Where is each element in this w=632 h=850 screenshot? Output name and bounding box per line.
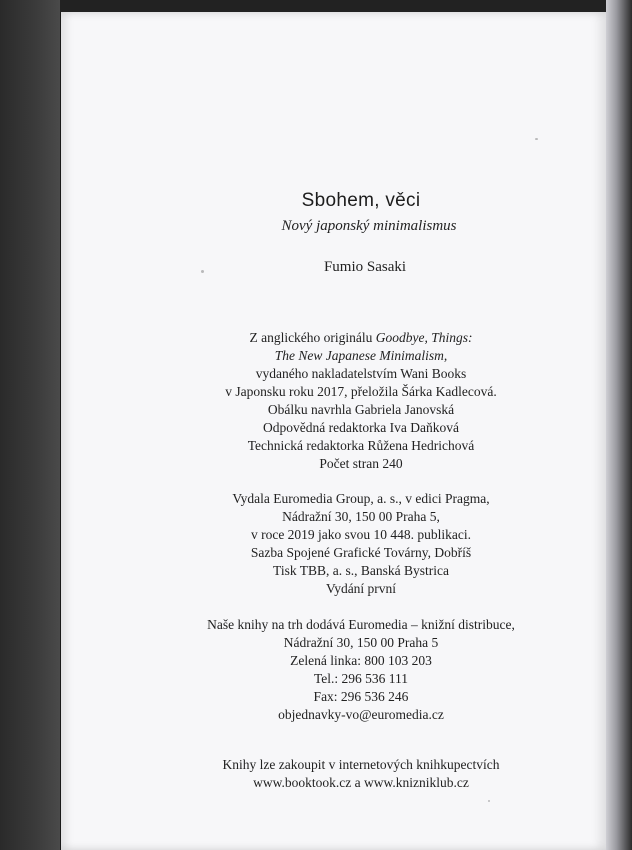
- book-top-edge: [0, 0, 632, 12]
- credits-line: Počet stran 240: [319, 456, 403, 471]
- shops-line: www.booktook.cz a www.knizniklub.cz: [253, 775, 469, 790]
- publisher-line: Tisk TBB, a. s., Banská Bystrica: [273, 563, 449, 578]
- credits-line: Z anglického originálu Goodbye, Things:: [249, 330, 473, 345]
- distribution-line: Fax: 296 536 246: [313, 689, 409, 704]
- distribution-line: Nádražní 30, 150 00 Praha 5: [283, 635, 439, 650]
- publisher-line: Vydání první: [325, 581, 397, 596]
- book-subtitle: Nový japonský minimalismus: [281, 218, 457, 234]
- book-author: Fumio Sasaki: [323, 259, 407, 275]
- publisher-line: Nádražní 30, 150 00 Praha 5,: [282, 509, 440, 524]
- credits-line: v Japonsku roku 2017, přeložila Šárka Kadlecová.: [225, 384, 497, 399]
- credits-line: Obálku navrhla Gabriela Janovská: [267, 402, 455, 417]
- paper-speck: [488, 800, 490, 802]
- credits-line: The New Japanese Minimalism,: [274, 348, 448, 363]
- publisher-line: Vydala Euromedia Group, a. s., v edici Pragma,: [232, 491, 490, 506]
- book-title: Sbohem, věci: [301, 190, 421, 211]
- distribution-line: Zelená linka: 800 103 203: [290, 653, 432, 668]
- book-page-edge: [606, 0, 632, 850]
- paper-speck: [201, 270, 204, 273]
- distribution-line: objednavky-vo@euromedia.cz: [278, 707, 444, 722]
- credits-line: Technická redaktorka Růžena Hedrichová: [247, 438, 475, 453]
- paper-speck: [535, 138, 538, 140]
- book-binding-edge: [0, 0, 60, 850]
- publisher-line: v roce 2019 jako svou 10 448. publikaci.: [250, 527, 472, 542]
- distribution-line: Tel.: 296 536 111: [313, 671, 409, 686]
- publisher-line: Sazba Spojené Grafické Továrny, Dobříš: [250, 545, 472, 560]
- credits-line: Odpovědná redaktorka Iva Daňková: [262, 420, 460, 435]
- distribution-line: Naše knihy na trh dodává Euromedia – knižní distribuce,: [207, 617, 515, 632]
- shops-line: Knihy lze zakoupit v internetových knihkupectvích: [222, 757, 500, 772]
- credits-line: vydaného nakladatelstvím Wani Books: [255, 366, 467, 381]
- book-page: [61, 12, 606, 850]
